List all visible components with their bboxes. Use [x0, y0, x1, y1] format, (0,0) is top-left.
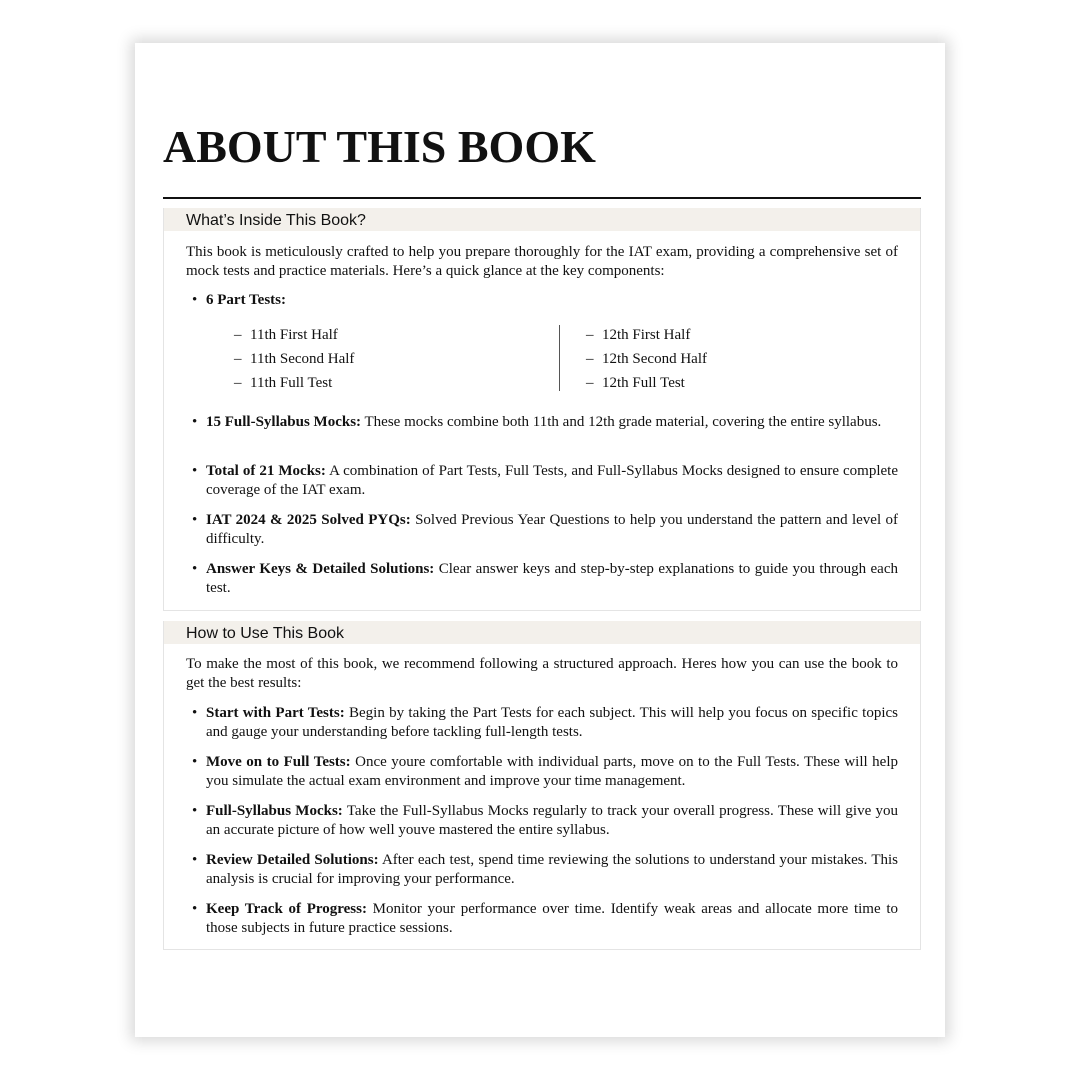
bullet-text: Solved Previous Year Questions to help you understand the pattern and level of difficulty.	[206, 512, 898, 547]
bullet-dot: •	[192, 561, 198, 577]
bullet-dot: •	[192, 754, 198, 770]
bullet-answer-keys	[192, 560, 898, 597]
part-tests-11th-list	[234, 323, 354, 395]
column-divider	[559, 325, 560, 391]
bullet-label: Keep Track of Progress:	[206, 901, 367, 917]
document-page	[135, 43, 945, 1037]
bullet-label: 6 Part Tests:	[206, 292, 286, 308]
bullet-text: Begin by taking the Part Tests for each subject. This will help you focus on specific topics and gauge your understanding before tackling full-length tests.	[206, 705, 899, 740]
bullet-part-tests	[192, 291, 898, 310]
bullet-dot: •	[192, 463, 198, 479]
list-item: – 12th Second Half	[586, 351, 707, 367]
bullet-track-progress	[192, 900, 898, 937]
section-heading-how-to-use: How to Use This Book	[164, 621, 920, 644]
bullet-label: Full-Syllabus Mocks:	[206, 803, 343, 819]
list-item: – 11th Second Half	[234, 351, 355, 367]
bullet-dot: •	[192, 803, 198, 819]
how-to-use-section	[163, 621, 921, 950]
bullet-label: Total of 21 Mocks:	[206, 463, 326, 479]
bullet-label: Move on to Full Tests:	[206, 754, 351, 770]
title-rule	[163, 197, 921, 199]
list-item: – 12th First Half	[586, 327, 691, 343]
bullet-text: These mocks combine both 11th and 12th grade material, covering the entire syllabus.	[361, 414, 882, 430]
bullet-text: Once youre comfortable with individual parts, move on to the Full Tests. These will help you simulate the actual exam environment and improve your time management.	[206, 754, 898, 789]
list-item: – 11th First Half	[234, 327, 338, 343]
bullet-text: Clear answer keys and step-by-step explanations to guide you through each test.	[206, 561, 898, 596]
bullet-full-syllabus	[192, 802, 898, 839]
bullet-dot: •	[192, 512, 198, 528]
bullet-label: Review Detailed Solutions:	[206, 852, 379, 868]
bullet-solved-pyqs	[192, 511, 898, 548]
bullet-text: After each test, spend time reviewing the solutions to understand your mistakes. This analysis is crucial for improving your performance.	[206, 852, 898, 887]
bullet-text: Monitor your performance over time. Identify weak areas and allocate more time to those subjects in future practice sessions.	[206, 901, 898, 936]
part-tests-12th-list	[586, 323, 707, 395]
page-title: ABOUT THIS BOOK	[163, 121, 596, 172]
bullet-text: A combination of Part Tests, Full Tests, and Full-Syllabus Mocks designed to ensure complete coverage of the IAT exam.	[206, 463, 898, 498]
bullet-label: IAT 2024 & 2025 Solved PYQs:	[206, 512, 411, 528]
bullet-dot: •	[192, 852, 198, 868]
whats-inside-section	[163, 208, 921, 611]
bullet-dot: •	[192, 901, 198, 917]
list-item: – 12th Full Test	[586, 375, 685, 391]
list-item: – 11th Full Test	[234, 375, 333, 391]
bullet-dot: •	[192, 292, 198, 308]
how-to-use-intro: To make the most of this book, we recommend following a structured approach. Heres how you can use the book to get the best results:	[186, 656, 898, 691]
bullet-label: Answer Keys & Detailed Solutions:	[206, 561, 435, 577]
bullet-move-full-tests	[192, 753, 898, 790]
section-heading-whats-inside: What’s Inside This Book?	[164, 208, 920, 231]
bullet-start-part-tests	[192, 704, 899, 741]
whats-inside-intro: This book is meticulously crafted to help you prepare thoroughly for the IAT exam, providing a comprehensive set of mock tests and practice materials. Here’s a quick glance at the key components:	[186, 244, 898, 279]
bullet-review-solutions	[192, 851, 898, 888]
bullet-dot: •	[192, 705, 198, 721]
bullet-total-mocks	[192, 462, 898, 499]
bullet-label: 15 Full-Syllabus Mocks:	[206, 414, 362, 430]
bullet-text: Take the Full-Syllabus Mocks regularly to track your overall progress. These will give you an accurate picture of how well youve mastered the entire syllabus.	[206, 803, 898, 838]
bullet-label: Start with Part Tests:	[206, 705, 345, 721]
bullet-full-syllabus-mocks	[192, 413, 898, 432]
bullet-dot: •	[192, 414, 198, 430]
